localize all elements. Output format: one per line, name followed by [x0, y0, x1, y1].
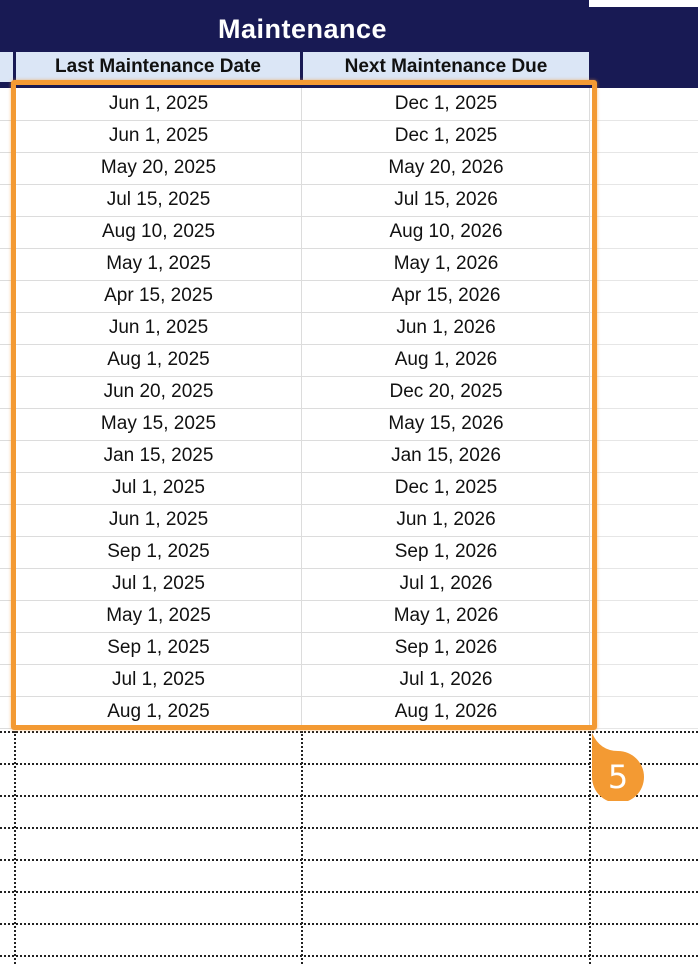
empty-row-border	[0, 859, 698, 861]
next-maintenance-due-cell[interactable]: May 1, 2026	[393, 605, 499, 626]
next-maintenance-due-cell[interactable]: Dec 1, 2025	[394, 125, 498, 146]
last-maintenance-date-cell[interactable]: Jul 15, 2025	[106, 189, 211, 210]
next-maintenance-due-cell[interactable]: Apr 15, 2026	[391, 285, 501, 306]
last-maintenance-date-cell[interactable]: May 20, 2025	[100, 157, 217, 178]
empty-row-border	[0, 891, 698, 893]
last-maintenance-date-cell[interactable]: May 1, 2025	[106, 605, 211, 626]
callout-number: 5	[607, 758, 629, 796]
next-maintenance-due-cell[interactable]: Jun 1, 2026	[396, 317, 496, 338]
next-maintenance-due-cell[interactable]: May 15, 2026	[388, 413, 504, 434]
next-maintenance-due-cell[interactable]: Jul 1, 2026	[399, 573, 493, 594]
last-maintenance-date-cell[interactable]: Aug 1, 2025	[107, 701, 210, 722]
next-maintenance-due-cell[interactable]: May 1, 2026	[393, 253, 499, 274]
empty-row-border	[0, 955, 698, 957]
last-maintenance-date-cell[interactable]: Jul 1, 2025	[112, 573, 205, 594]
next-maintenance-due-cell[interactable]: Jan 15, 2026	[391, 445, 501, 466]
last-maintenance-date-cell[interactable]: May 15, 2025	[100, 413, 217, 434]
last-maintenance-date-cell[interactable]: Jun 1, 2025	[108, 93, 209, 114]
last-maintenance-date-cell[interactable]: Sep 1, 2025	[107, 637, 210, 658]
last-maintenance-date-cell[interactable]: May 1, 2025	[106, 253, 211, 274]
next-maintenance-due-cell[interactable]: May 20, 2026	[388, 157, 504, 178]
next-maintenance-due-cell[interactable]: Jul 15, 2026	[394, 189, 498, 210]
last-maintenance-date-cell[interactable]: Jan 15, 2025	[103, 445, 214, 466]
last-maintenance-date-cell[interactable]: Aug 1, 2025	[107, 349, 210, 370]
next-maintenance-due-cell[interactable]: Sep 1, 2026	[394, 637, 498, 658]
callout-badge	[590, 731, 646, 801]
last-maintenance-date-cell[interactable]: Jun 1, 2025	[108, 317, 209, 338]
empty-column-border	[14, 731, 16, 964]
empty-row-border	[0, 923, 698, 925]
selection-highlight	[11, 80, 597, 730]
last-maintenance-date-cell[interactable]: Aug 10, 2025	[101, 221, 216, 242]
row-gridline-extension	[590, 728, 698, 729]
next-maintenance-due-cell[interactable]: Sep 1, 2026	[394, 541, 498, 562]
column-header-next-maintenance-due[interactable]: Next Maintenance Due	[303, 52, 589, 82]
last-maintenance-date-cell[interactable]: Jul 1, 2025	[112, 669, 205, 690]
last-maintenance-date-cell[interactable]: Jun 1, 2025	[108, 125, 209, 146]
next-maintenance-due-cell[interactable]: Dec 1, 2025	[394, 477, 498, 498]
last-maintenance-date-cell[interactable]: Jul 1, 2025	[112, 477, 205, 498]
empty-row-border	[0, 827, 698, 829]
next-maintenance-due-cell[interactable]: Aug 10, 2026	[389, 221, 503, 242]
next-maintenance-due-cell[interactable]: Dec 20, 2025	[389, 381, 503, 402]
last-maintenance-date-cell[interactable]: Jun 1, 2025	[108, 509, 209, 530]
empty-column-border	[301, 731, 303, 964]
column-header-last-maintenance-date[interactable]: Last Maintenance Date	[16, 52, 300, 82]
next-maintenance-due-cell[interactable]: Aug 1, 2026	[394, 701, 498, 722]
maintenance-group-header[interactable]: Maintenance	[217, 13, 388, 44]
last-maintenance-date-cell[interactable]: Sep 1, 2025	[107, 541, 210, 562]
next-maintenance-due-cell[interactable]: Jul 1, 2026	[399, 669, 493, 690]
last-maintenance-date-cell[interactable]: Jun 20, 2025	[103, 381, 214, 402]
next-maintenance-due-cell[interactable]: Aug 1, 2026	[394, 349, 498, 370]
column-header-left-edge[interactable]	[0, 52, 13, 82]
next-maintenance-due-cell[interactable]: Dec 1, 2025	[394, 93, 498, 114]
header-blank-cell	[589, 0, 698, 7]
next-maintenance-due-cell[interactable]: Jun 1, 2026	[396, 509, 496, 530]
last-maintenance-date-cell[interactable]: Apr 15, 2025	[104, 285, 213, 306]
